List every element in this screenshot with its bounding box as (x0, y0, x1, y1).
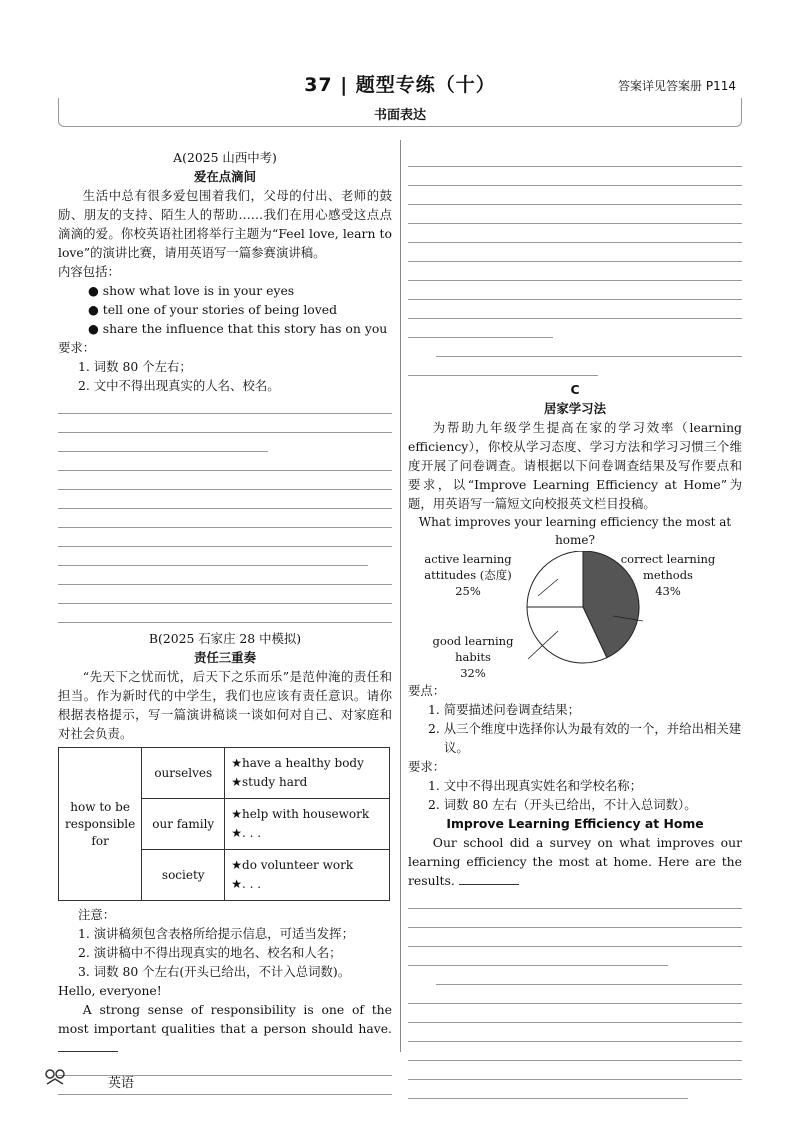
task-c-point: 1. 简要描述问卷调查结果； (428, 702, 581, 717)
task-b-title: 责任三重奏 (194, 650, 256, 665)
task-c-req: 2. 词数 80 左右（开头已给出，不计入总词数）。 (428, 797, 697, 812)
task-c-req-label: 要求： (408, 759, 446, 774)
bullet-text: share the influence that this story has on you (102, 321, 388, 336)
opening-text: Our school did a survey on what improves our learning efficiency the most at home. Here are the results. (408, 835, 742, 888)
opening-text: A strong sense of responsibility is one of the most important qualities that a person should have. (58, 1002, 392, 1036)
task-b-greeting: Hello, everyone! (58, 983, 162, 998)
task-b-note: 1. 演讲稿须包含表格所给提示信息，可适当发挥； (78, 926, 354, 941)
task-a-writing-area[interactable] (58, 395, 392, 623)
task-b-notes-label: 注意： (78, 907, 116, 922)
task-a-intro: 生活中总有很多爱包围着我们，父母的付出、老师的鼓励、朋友的支持、陌生人的帮助……我们在用心感受这点点滴滴的爱。你校英语社团将举行主题为“Feel love, learn to love”的演讲比赛，请用英语写一篇参赛演讲稿。 (58, 188, 392, 260)
bullet-text: show what love is in your eyes (102, 283, 295, 298)
table-category: our family (142, 799, 225, 850)
pie-chart-area (408, 513, 742, 681)
table-row-label: how to be responsible for (59, 748, 142, 901)
table-item: ★study hard (231, 775, 308, 789)
task-b-note: 3. 词数 80 个左右(开头已给出，不计入总词数)。 (78, 964, 351, 979)
table-items (225, 850, 390, 901)
task-b-opening (58, 1000, 392, 1057)
task-c-writing-area[interactable] (408, 890, 742, 1099)
page-title: 37 | 题型专练（十） (304, 74, 496, 96)
slice-value: 25% (455, 584, 481, 598)
task-b-note: 2. 演讲稿中不得出现真实的地名、校名和人名； (78, 945, 342, 960)
footer-subject: 英语 (108, 1076, 135, 1091)
task-b-label: B(2025 石家庄 28 中模拟) (148, 631, 302, 646)
bullet-text: tell one of your stories of being loved (102, 302, 338, 317)
task-a-title: 爱在点滴间 (194, 169, 256, 184)
task-c-opening (408, 833, 742, 890)
slice-label: correct learning methods (620, 552, 716, 582)
task-a-req: 2. 文中不得出现真实的人名、校名。 (78, 378, 280, 393)
legend-active-attitudes (418, 551, 518, 599)
task-a-req-label: 要求： (58, 340, 96, 355)
right-column (408, 148, 742, 1099)
responsibility-table (58, 747, 390, 901)
slice-label: good learning habits (432, 634, 514, 664)
slice-value: 32% (460, 666, 486, 680)
task-a-bullet: ● show what love is in your eyes (88, 283, 295, 298)
task-a-req: 1. 词数 80 个左右； (78, 359, 192, 374)
table-item: ★help with housework (231, 807, 370, 821)
slice-active-attitudes (527, 551, 583, 607)
table-item: ★. . . (231, 826, 262, 840)
table-item: ★have a healthy body (231, 756, 364, 770)
task-b-intro: “先天下之忧而忧，后天下之乐而乐”是范仲淹的责任和担当。作为新时代的中学生，我们也应该有责任意识。请你根据表格提示，写一篇演讲稿谈一谈如何对自己、对家庭和对社会负责。 (58, 669, 392, 741)
legend-good-habits (428, 633, 518, 681)
task-c-point: 2. 从三个维度中选择你认为最有效的一个，并给出相关建议。 (428, 721, 742, 755)
table-items (225, 748, 390, 799)
legend-correct-methods (608, 551, 728, 599)
slice-value: 43% (655, 584, 681, 598)
task-a-content-label: 内容包括： (58, 264, 120, 279)
chart-title: What improves your learning efficiency the most at home? (418, 515, 732, 547)
table-items (225, 799, 390, 850)
left-column (58, 148, 392, 1095)
slice-label: active learning attitudes (态度) (424, 552, 512, 582)
task-a-bullet: ● share the influence that this story has on you (88, 321, 388, 336)
table-category: society (142, 850, 225, 901)
answer-reference: 答案详见答案册 P114 (618, 79, 736, 93)
task-c-points-label: 要点： (408, 683, 446, 698)
task-c-label: C (570, 382, 580, 397)
table-item: ★. . . (231, 877, 262, 891)
task-c-req: 1. 文中不得出现真实姓名和学校名称； (428, 778, 643, 793)
task-c-intro: 为帮助九年级学生提高在家的学习效率（learning efficiency），你校从学习态度、学习方法和学习习惯三个维度开展了问卷调查。请根据以下问卷调查结果及写作要点和要求，以“Improve Learning Efficiency at Home”为题，用英语写一篇短文向校报英文栏目投稿。 (408, 420, 742, 511)
column-divider (400, 140, 401, 1052)
task-c-title: 居家学习法 (544, 401, 606, 416)
task-a-label: A(2025 山西中考) (173, 150, 277, 165)
section-title: 书面表达 (373, 108, 426, 123)
essay-title: Improve Learning Efficiency at Home (446, 816, 704, 831)
table-category: ourselves (142, 748, 225, 799)
task-a-bullet: ● tell one of your stories of being loved (88, 302, 338, 317)
task-b-continued-lines[interactable] (408, 148, 742, 376)
publisher-logo-icon (44, 1066, 66, 1088)
table-item: ★do volunteer work (231, 858, 354, 872)
